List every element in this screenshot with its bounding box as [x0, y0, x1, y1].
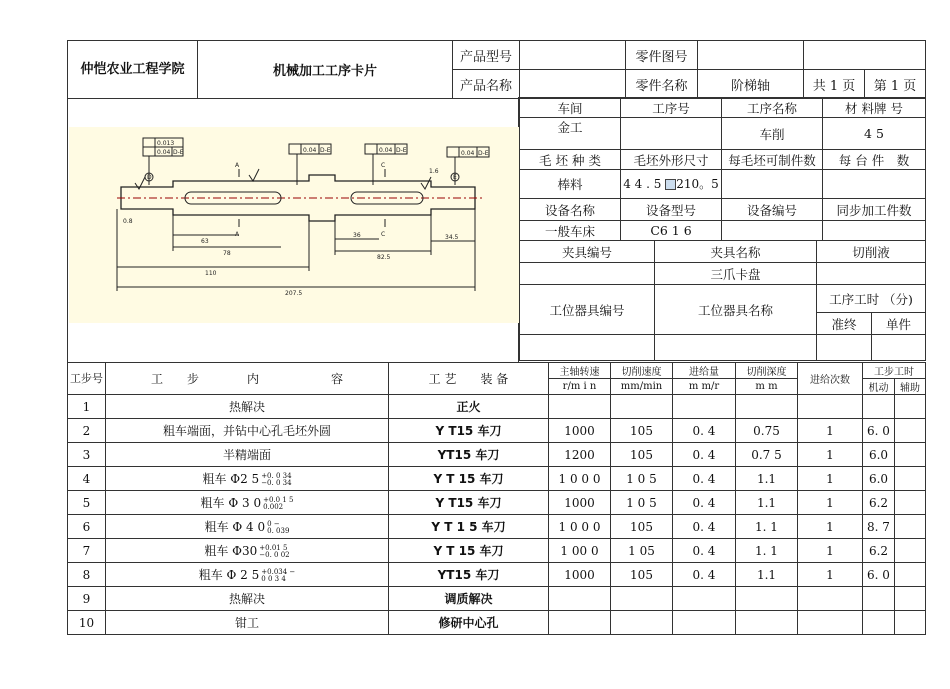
step-feed: 0. 4	[673, 467, 736, 491]
step-feed: 0. 4	[673, 563, 736, 587]
lower-tolerance: −0. 0 34	[261, 478, 292, 487]
card-title: 机械加工工序卡片	[198, 41, 453, 99]
roughness-1-6: 1.6	[429, 168, 439, 175]
step-aux-time	[895, 515, 926, 539]
parts-per-blank-value	[722, 170, 823, 199]
dim-36: 36	[353, 232, 361, 239]
step-machine-time	[863, 611, 895, 635]
table-row	[68, 587, 926, 611]
step-content	[106, 395, 389, 419]
step-feed: 0. 4	[673, 515, 736, 539]
step-spindle-speed: 1 0 0 0	[549, 467, 611, 491]
section-a-bottom: A	[235, 231, 240, 238]
step-aux-time	[895, 419, 926, 443]
table-row	[68, 563, 926, 587]
step-content	[106, 419, 389, 443]
table-row	[68, 419, 926, 443]
step-spindle-speed	[549, 587, 611, 611]
step-content-text: 钳工	[234, 616, 259, 630]
table-row	[68, 443, 926, 467]
step-equipment: 调质解决	[389, 587, 549, 611]
tol-a1: 0.013	[157, 140, 175, 147]
equip-name-value: 一般车床	[520, 221, 621, 241]
header-blank	[804, 41, 926, 70]
step-no: 1	[68, 395, 106, 419]
step-cutting-speed: 105	[611, 443, 673, 467]
dim-34-5: 34.5	[445, 234, 459, 241]
step-equipment: 正火	[389, 395, 549, 419]
blank-size-label: 毛坯外形尺寸	[621, 150, 722, 170]
aux-time-header: 辅助	[895, 379, 926, 395]
fixture-name-value: 三爪卡盘	[655, 263, 817, 285]
process-time-label: 工序工时 （分)	[817, 285, 926, 313]
step-passes	[798, 611, 863, 635]
step-content	[106, 539, 389, 563]
sync-count-value	[823, 221, 926, 241]
tol-c-ref: D-E	[396, 147, 407, 154]
step-spindle-speed: 1000	[549, 563, 611, 587]
step-no: 3	[68, 443, 106, 467]
step-no: 7	[68, 539, 106, 563]
step-no: 5	[68, 491, 106, 515]
step-no: 10	[68, 611, 106, 635]
tolerance-stack	[263, 497, 293, 511]
step-aux-time	[895, 491, 926, 515]
tolerance-stack	[267, 521, 289, 535]
table-row	[68, 395, 926, 419]
depth-unit: m m	[736, 379, 798, 395]
part-drawing-value	[698, 41, 804, 70]
product-name-value	[520, 70, 626, 99]
step-equipment: YT15 车刀	[389, 563, 549, 587]
step-content	[106, 515, 389, 539]
blank-type-value: 棒料	[520, 170, 621, 199]
step-cutting-speed: 105	[611, 515, 673, 539]
process-name-value: 车削	[722, 118, 823, 150]
fixture-no-label: 夹具编号	[520, 241, 655, 263]
product-model-label: 产品型号	[453, 41, 520, 70]
step-depth: 1.1	[736, 467, 798, 491]
tol-d: 0.04	[461, 150, 475, 157]
dim-110: 110	[205, 270, 217, 277]
lower-tolerance: 0 0 3 4	[261, 574, 286, 583]
step-feed: 0. 4	[673, 539, 736, 563]
table-row	[68, 491, 926, 515]
step-spindle-speed	[549, 611, 611, 635]
workshop-value: 金工	[520, 118, 621, 150]
workshop-label: 车间	[520, 98, 621, 118]
part-drawing	[69, 127, 519, 323]
step-spindle-speed	[549, 395, 611, 419]
table-row	[68, 467, 926, 491]
datum-d: D	[147, 174, 152, 181]
step-cutting-speed	[611, 587, 673, 611]
step-depth	[736, 611, 798, 635]
step-cutting-speed: 1 0 5	[611, 491, 673, 515]
product-model-value	[520, 41, 626, 70]
step-depth: 1. 1	[736, 515, 798, 539]
step-content	[106, 611, 389, 635]
equip-no-label: 设备编号	[722, 199, 823, 221]
step-equipment: Y T15 车刀	[389, 419, 549, 443]
upper-tolerance: +0.0 1 5	[263, 495, 294, 504]
station-name-value	[655, 335, 817, 361]
tol-b: 0.04	[303, 147, 317, 154]
table-row	[68, 611, 926, 635]
step-passes: 1	[798, 419, 863, 443]
step-cutting-speed: 1 0 5	[611, 467, 673, 491]
equip-no-value	[722, 221, 823, 241]
step-time-header: 工步工时	[863, 363, 926, 379]
card-header	[67, 40, 926, 99]
page-number: 第 1 页	[865, 70, 926, 99]
step-aux-time	[895, 467, 926, 491]
total-pages: 共 1 页	[804, 70, 865, 99]
step-aux-time	[895, 563, 926, 587]
step-cutting-speed	[611, 395, 673, 419]
step-spindle-speed: 1000	[549, 491, 611, 515]
process-name-label: 工序名称	[722, 98, 823, 118]
coolant-value	[817, 263, 926, 285]
step-rows	[68, 395, 926, 635]
step-feed	[673, 587, 736, 611]
step-no: 8	[68, 563, 106, 587]
material-value: 4 5	[823, 118, 926, 150]
tolerance-stack	[261, 473, 291, 487]
step-machine-time	[863, 395, 895, 419]
table-row	[68, 515, 926, 539]
step-depth: 0.7 5	[736, 443, 798, 467]
process-card	[67, 40, 925, 633]
step-aux-time	[895, 587, 926, 611]
step-cutting-speed: 105	[611, 563, 673, 587]
step-spindle-speed: 1200	[549, 443, 611, 467]
process-no-label: 工序号	[621, 98, 722, 118]
step-equipment: Y T 15 车刀	[389, 539, 549, 563]
step-feed: 0. 4	[673, 443, 736, 467]
step-aux-time	[895, 443, 926, 467]
step-machine-time: 6.0	[863, 467, 895, 491]
step-cutting-speed	[611, 611, 673, 635]
spindle-speed-header: 主轴转速	[549, 363, 611, 379]
upper-tolerance: +0.034 −	[261, 567, 296, 576]
machine-time-header: 机动	[863, 379, 895, 395]
station-no-label: 工位器具编号	[520, 285, 655, 335]
step-content	[106, 563, 389, 587]
step-passes: 1	[798, 467, 863, 491]
step-feed: 0. 4	[673, 491, 736, 515]
step-equipment: Y T 1 5 车刀	[389, 515, 549, 539]
step-content	[106, 443, 389, 467]
step-aux-time	[895, 611, 926, 635]
parts-per-blank-label: 每毛坯可制件数	[722, 150, 823, 170]
dim-63: 63	[201, 238, 209, 245]
step-content	[106, 587, 389, 611]
prep-time-value	[817, 335, 872, 361]
passes-header: 进给次数	[798, 363, 863, 395]
step-content-text: 粗车 Φ 2 5	[198, 568, 260, 582]
table-row	[68, 539, 926, 563]
step-depth: 1.1	[736, 563, 798, 587]
feed-unit: m m/r	[673, 379, 736, 395]
parts-per-machine-value	[823, 170, 926, 199]
lower-tolerance: −0. 0 02	[259, 550, 290, 559]
section-c-bottom: C	[381, 231, 386, 238]
station-name-label: 工位器具名称	[655, 285, 817, 335]
step-passes: 1	[798, 515, 863, 539]
prep-time-label: 准终	[817, 313, 872, 335]
step-depth: 1. 1	[736, 539, 798, 563]
step-content-text: 热解决	[228, 592, 265, 606]
feed-header: 进给量	[673, 363, 736, 379]
step-cutting-speed: 1 05	[611, 539, 673, 563]
roughness-0-8: 0.8	[123, 218, 133, 225]
step-spindle-speed: 1 0 0 0	[549, 515, 611, 539]
dim-78: 78	[223, 250, 231, 257]
step-passes: 1	[798, 539, 863, 563]
step-passes	[798, 587, 863, 611]
step-passes	[798, 395, 863, 419]
step-depth	[736, 587, 798, 611]
tol-c: 0.04	[379, 147, 393, 154]
fixture-name-label: 夹具名称	[655, 241, 817, 263]
material-label: 材 料牌 号	[823, 98, 926, 118]
step-content-text: 热解决	[228, 400, 265, 414]
parts-per-machine-label: 每 台 件 数	[823, 150, 926, 170]
spindle-unit: r/m i n	[549, 379, 611, 395]
step-spindle-speed: 1000	[549, 419, 611, 443]
step-content-text: 粗车端面，并钻中心孔毛坯外圆	[162, 424, 331, 438]
step-feed	[673, 395, 736, 419]
step-feed: 0. 4	[673, 419, 736, 443]
step-content-text: 粗车 Φ 3 0	[200, 496, 262, 510]
fixture-table	[519, 240, 926, 361]
upper-tolerance: 0 −	[267, 519, 280, 528]
step-content-text: 粗车 Φ30	[204, 544, 258, 558]
step-equipment: Y T15 车刀	[389, 491, 549, 515]
step-machine-time	[863, 587, 895, 611]
step-equipment: 修研中心孔	[389, 611, 549, 635]
school-name: 仲恺农业工程学院	[68, 41, 198, 99]
upper-tolerance: +0.01 5	[259, 543, 288, 552]
step-depth: 1.1	[736, 491, 798, 515]
unit-time-label: 单件	[872, 313, 926, 335]
depth-header: 切削深度	[736, 363, 798, 379]
step-content-header: 工 步 内 容	[106, 363, 389, 395]
cutting-unit: mm/min	[611, 379, 673, 395]
step-aux-time	[895, 395, 926, 419]
station-no-value	[520, 335, 655, 361]
tol-a2: 0.04	[157, 149, 171, 156]
step-feed	[673, 611, 736, 635]
equip-name-label: 设备名称	[520, 199, 621, 221]
step-passes: 1	[798, 491, 863, 515]
step-no: 9	[68, 587, 106, 611]
blank-type-label: 毛 坯 种 类	[520, 150, 621, 170]
step-machine-time: 6.0	[863, 443, 895, 467]
datum-e: E	[453, 174, 457, 181]
step-aux-time	[895, 539, 926, 563]
step-machine-time: 6.2	[863, 539, 895, 563]
upper-tolerance: +0. 0 34	[261, 471, 292, 480]
coolant-label: 切削液	[817, 241, 926, 263]
equip-model-label: 设备型号	[621, 199, 722, 221]
section-c-top: C	[381, 162, 386, 169]
step-passes: 1	[798, 563, 863, 587]
step-no-header: 工步号	[68, 363, 106, 395]
part-name-label: 零件名称	[626, 70, 698, 99]
section-a-top: A	[235, 162, 240, 169]
product-name-label: 产品名称	[453, 70, 520, 99]
fixture-no-value	[520, 263, 655, 285]
process-steps-table	[67, 362, 926, 635]
tolerance-stack	[261, 569, 295, 583]
step-equipment: YT15 车刀	[389, 443, 549, 467]
step-no: 2	[68, 419, 106, 443]
sync-count-label: 同步加工件数	[823, 199, 926, 221]
part-drawing-label: 零件图号	[626, 41, 698, 70]
stepped-shaft-drawing	[69, 127, 519, 323]
process-no-value	[621, 118, 722, 150]
blank-size-value: 4 4 . 5 210。5	[621, 170, 722, 199]
lower-tolerance: 0. 039	[267, 526, 290, 535]
process-info-table	[519, 97, 926, 241]
step-content-text: 半精端面	[222, 448, 271, 462]
step-no: 6	[68, 515, 106, 539]
step-machine-time: 6. 0	[863, 419, 895, 443]
step-depth: 0.75	[736, 419, 798, 443]
lower-tolerance: 0.002	[263, 502, 284, 511]
broken-image-icon	[665, 179, 676, 190]
step-passes: 1	[798, 443, 863, 467]
cutting-speed-header: 切削速度	[611, 363, 673, 379]
step-machine-time: 8. 7	[863, 515, 895, 539]
tolerance-stack	[259, 545, 289, 559]
tol-b-ref: D-E	[320, 147, 331, 154]
step-machine-time: 6. 0	[863, 563, 895, 587]
dim-207-5: 207.5	[285, 290, 303, 297]
step-equipment: Y T 15 车刀	[389, 467, 549, 491]
step-machine-time: 6.2	[863, 491, 895, 515]
dim-82-5: 82.5	[377, 254, 391, 261]
tol-d-ref: D-E	[478, 150, 489, 157]
unit-time-value	[872, 335, 926, 361]
step-no: 4	[68, 467, 106, 491]
step-content	[106, 467, 389, 491]
drawing-cell	[67, 97, 519, 362]
equip-model-value: C6 1 6	[621, 221, 722, 241]
step-content	[106, 491, 389, 515]
equipment-header: 工 艺 装 备	[389, 363, 549, 395]
step-spindle-speed: 1 00 0	[549, 539, 611, 563]
step-depth	[736, 395, 798, 419]
step-content-text: 粗车 Φ2 5	[202, 472, 260, 486]
part-name-value: 阶梯轴	[698, 70, 804, 99]
step-content-text: 粗车 Φ 4 0	[204, 520, 266, 534]
tol-a-ref: D-E	[173, 149, 184, 156]
step-cutting-speed: 105	[611, 419, 673, 443]
